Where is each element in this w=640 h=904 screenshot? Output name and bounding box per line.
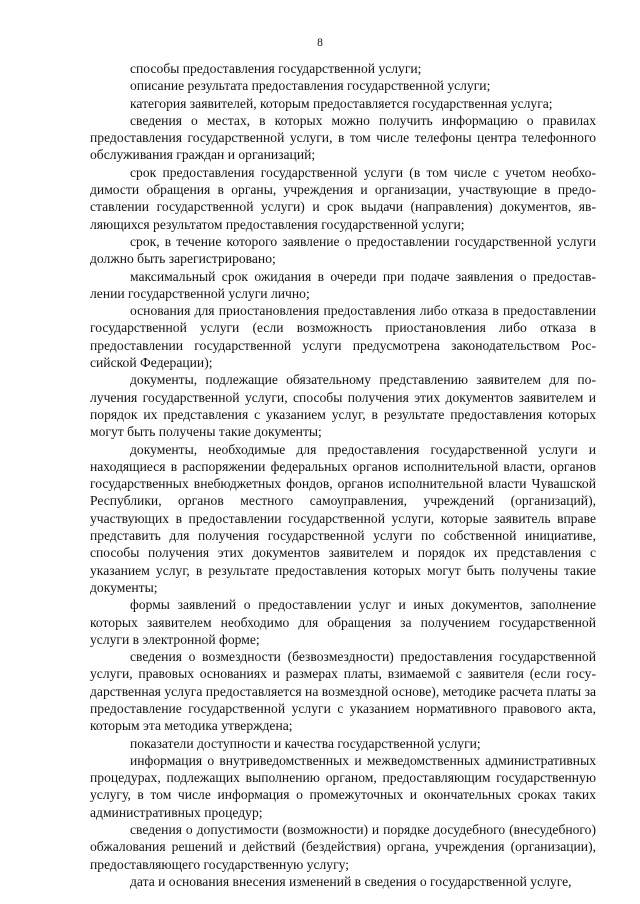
paragraph-11: формы заявлений о предоставлении услуг и иных документов, заполнение которых заявителем необходимо для обращения за получением государственной услуги в электронной форме; <box>90 597 596 647</box>
paragraph-1: способы предоставления государственной услуги; <box>130 61 422 76</box>
paragraph-5: срок предоставления государственной услуги (в том числе с учетом необходимости обращения в органы, учреждения и организации, участвующие в предоставлении государственной услуги) и срок выдачи (направления) документов, являющихся результатом предоставления государственной услуги; <box>90 164 596 232</box>
paragraph-8: основания для приостановления предоставления либо отказа в предоставлении государственной услуги (если возможность приостановления либо отказа в предоставлении государственной услуги предусмотрена законодательством Российской Федерации); <box>90 303 596 371</box>
paragraph-13: показатели доступности и качества государственной услуги; <box>130 735 481 751</box>
paragraph-6: срок, в течение которого заявление о предоставлении государственной услуги должно быть зарегистрировано; <box>90 233 596 267</box>
page-number: 8 <box>317 37 323 49</box>
paragraph-12: сведения о возмездности (безвозмездности) предоставления государственной услуги, правовых основаниях и размерах платы, взимаемой с заявителя (если государственная услуга предоставляется на возмездной основе), методике расчета платы за предоставление государственной услуги с указанием нормативного правового акта, которым эта методика утверждена; <box>90 649 596 734</box>
paragraph-2: описание результата предоставления государственной услуги; <box>130 78 491 94</box>
paragraph-15: сведения о допустимости (возможности) и порядке досудебного (внесудебного) обжалования решений и действий (бездействия) органа, учреждения (организации), предоставляющего государственную услугу; <box>90 822 596 872</box>
page-body <box>90 60 596 890</box>
paragraph-9: документы, подлежащие обязательному представлению заявителем для получения государственной услуги, способы получения этих документов заявителем и порядок их представления с указанием услуг, в результате предоставления которых могут быть получены такие документы; <box>90 372 596 440</box>
paragraph-16: дата и основания внесения изменений в сведения о государственной услуге, <box>130 873 572 889</box>
paragraph-10: документы, необходимые для предоставления государственной услуги и находящиеся в распоряжении федеральных органов исполнительной власти, органов государственных внебюджетных фондов, органов исполнительной власти Чувашской Республики, органов местного самоуправления, учреждений (организаций), участвующих в предоставлении государственной услуги, которые заявитель вправе представить для получения государственной услуги по собственной инициативе, способы получения этих документов заявителем и порядок их представления с указанием услуг, в результате предоставления которых могут быть получены такие документы; <box>90 441 596 595</box>
paragraph-7: максимальный срок ожидания в очереди при подаче заявления о предоставлении государственной услуги лично; <box>90 268 596 301</box>
paragraph-3: категория заявителей, которым предоставляется государственная услуга; <box>130 95 553 111</box>
paragraph-14: информация о внутриведомственных и межведомственных административных процедурах, подлежащих выполнению органом, предоставляющим государственную услугу, в том числе информация о промежуточных и окончательных сроках таких административных процедур; <box>90 752 596 820</box>
paragraph-4: сведения о местах, в которых можно получить информацию о правилах предоставления государственной услуги, в том числе телефоны центра телефонного обслуживания граждан и организаций; <box>90 112 596 163</box>
